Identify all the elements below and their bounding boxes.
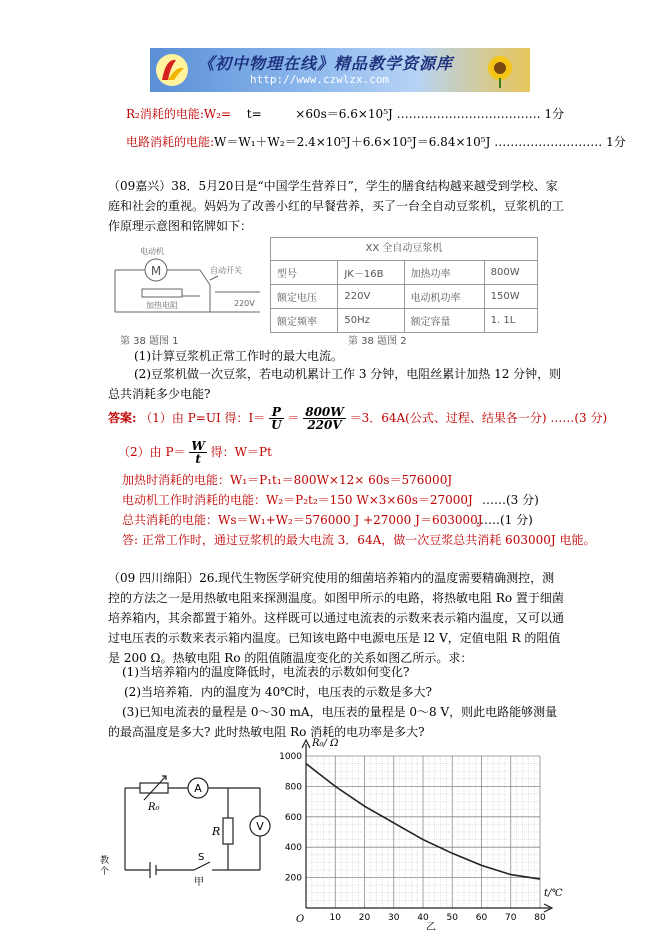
total-energy-score: 1分 — [606, 135, 626, 149]
r2-energy-mid: t= — [246, 107, 262, 121]
side-note: 教个 — [100, 856, 110, 877]
answer-total-score: ……(1 分) — [476, 513, 533, 527]
answer-heating-energy: 加热时消耗的电能：W₁＝P₁t₁＝800W×12× 60s＝576000J — [122, 473, 453, 487]
total-energy-dots: ……………………… — [494, 135, 603, 149]
site-logo-icon — [154, 52, 190, 88]
header-banner — [150, 48, 530, 92]
answer-eq: ＝ — [287, 411, 300, 425]
x-tick-label: 50 — [446, 913, 458, 923]
q26-circuit-diagram — [110, 770, 280, 890]
motor-label: 电动机 — [140, 247, 164, 256]
x-tick-label: 40 — [417, 913, 429, 923]
motor-symbol: M — [150, 264, 162, 278]
r2-energy-line — [126, 104, 564, 124]
y-tick-label: 800 — [284, 782, 302, 793]
nameplate-title: XX 全自动豆浆机 — [270, 237, 538, 260]
answer-part1-pre: （1）由 P=UI 得：I＝ — [140, 411, 266, 425]
table-cell: 150W — [484, 285, 537, 309]
y-tick-label: 400 — [284, 843, 302, 854]
y-tick-label: 200 — [284, 873, 302, 884]
q38-answer-part1 — [108, 406, 607, 438]
answer-motor-energy: 电动机工作时消耗的电能：W₂＝P₂t₂＝150 W×3×60s＝27000J — [122, 493, 473, 507]
y-tick-labels — [279, 752, 302, 884]
r2-energy-score: 1分 — [544, 107, 565, 121]
q38-fig2-caption: 第 38 题图 2 — [348, 336, 407, 347]
graph-caption: 乙 — [426, 922, 436, 930]
origin-label: O — [296, 914, 305, 925]
table-cell: 电动机功率 — [404, 285, 484, 309]
fraction-800w-over-220v: $\frac{800W}{220V}$ — [305, 405, 344, 432]
switch-s-label: S — [198, 852, 205, 863]
table-cell: 220V — [338, 285, 404, 309]
table-row — [271, 261, 538, 285]
q26-sub1: (1)当培养箱内的温度降低时，电流表的示数如何变化? — [122, 665, 410, 679]
switch-label: 自动开关 — [210, 266, 242, 275]
q38-intro: （09嘉兴）38．5月20日是“中国学生营养日”，学生的膳食结构越来越受到学校、家庭和社会的重视。妈妈为了改善小红的早餐营养，买了一台全自动豆浆机，豆浆机的工作原理示意图和铭牌如下： — [108, 179, 565, 233]
fraction-w-over-t: $\frac{W}{t}$ — [191, 439, 205, 466]
r2-energy-dots: ……………………………… — [396, 107, 541, 121]
x-tick-label: 10 — [329, 913, 341, 923]
x-tick-label: 70 — [505, 913, 517, 923]
answer-conclusion: 答: 正常工作时，通过豆浆机的最大电流 3．64A，做一次豆浆总共消耗 603000J 电能。 — [122, 533, 596, 547]
answer-part2-pre: （2）由 P＝ — [118, 445, 186, 459]
q38-nameplate — [270, 237, 538, 333]
table-cell: 1. 1L — [484, 309, 537, 333]
table-cell: 额定频率 — [271, 309, 338, 333]
banner-url[interactable]: http://www.czwlzx.com — [250, 73, 390, 86]
x-tick-label: 80 — [534, 913, 546, 923]
total-energy-formula: W＝W₁＋W₂＝2.4×10⁵J＋6.6×10⁵J＝6.84×10⁵J — [214, 135, 491, 149]
q26-intro: （09 四川绵阳）26.现代生物医学研究使用的细菌培养箱内的温度需要精确测控，测控的方法之一是用热敏电阻来探测温度。如图甲所示的电路，将热敏电阻 Ro 置于细菌培养箱内，其余都置于箱外。这样既可以通过电流表的示数来表示箱内温度，又可以通过电压表的示数来表示箱内温度。已知该电路中电源电压是 l2 V，定值电阻 R 的阻值是 200 Ω。热敏电阻 Ro 的阻值随温度变化的关系如图乙所示。求： — [108, 571, 565, 665]
x-axis-label: t/℃ — [544, 888, 563, 899]
nameplate-table — [270, 260, 538, 333]
table-row — [271, 309, 538, 333]
total-energy-lead: 电路消耗的电能: — [126, 135, 215, 149]
q26-sub3: (3)已知电流表的量程是 0～30 mA，电压表的量程是 0～8 V，则此电路能够测量的最高温度是多大? 此时热敏电阻 Ro 消耗的电功率是多大? — [108, 705, 558, 739]
table-cell: 型号 — [271, 261, 338, 285]
q38-sub1: (1)计算豆浆机正常工作时的最大电流。 — [134, 349, 343, 363]
answer-part2-post: 得：W＝Pt — [210, 445, 272, 459]
fraction-p-over-u: $\frac{P}{U}$ — [271, 405, 282, 432]
y-tick-label: 1000 — [279, 752, 302, 762]
q38-answer-part2 — [118, 440, 272, 470]
r2-energy-lead: R₂消耗的电能:W₂= — [126, 107, 232, 121]
voltmeter-label: V — [256, 820, 264, 833]
q38-circuit-diagram — [110, 240, 270, 326]
banner-title: 《初中物理在线》精品教学资源库 — [198, 54, 454, 73]
sunflower-icon — [480, 52, 520, 88]
q38-fig1-caption: 第 38 题图 1 — [120, 336, 179, 347]
table-cell: 额定电压 — [271, 285, 338, 309]
table-row — [271, 285, 538, 309]
x-tick-label: 20 — [358, 913, 371, 923]
q26-resistance-chart — [278, 736, 568, 930]
x-tick-label: 60 — [475, 913, 488, 923]
x-tick-labels — [330, 913, 546, 923]
answer-total-energy: 总共消耗的电能：Ws＝W₁+W₂＝576000 J +27000 J＝603000J — [122, 513, 483, 527]
table-cell: 额定容量 — [404, 309, 484, 333]
table-cell: 50Hz — [338, 309, 404, 333]
answer-label: 答案: — [108, 411, 137, 425]
q26-sub2: (2)当培养箱．内的温度为 40℃时，电压表的示数是多大? — [124, 685, 432, 699]
total-energy-line — [126, 132, 626, 152]
r0-label: R₀ — [148, 802, 160, 813]
circuit-caption: 甲 — [194, 877, 204, 888]
r2-energy-tail: ×60s＝6.6×10⁵J — [295, 107, 393, 121]
answer-motor-score: ……(3 分) — [482, 493, 539, 507]
ammeter-label: A — [194, 782, 202, 795]
y-tick-label: 600 — [284, 812, 302, 823]
answer-part1-post: ＝3．64A(公式、过程、结果各一分) ……(3 分) — [349, 411, 608, 425]
y-axis-label: R₀/ Ω — [312, 738, 339, 749]
x-tick-label: 30 — [388, 913, 400, 923]
table-cell: 加热功率 — [404, 261, 484, 285]
voltage-label: 220V — [234, 299, 255, 308]
table-cell: 800W — [484, 261, 537, 285]
table-cell: JK－16B — [338, 261, 404, 285]
r-label: R — [212, 825, 221, 838]
chart-grid — [306, 756, 540, 908]
heater-label: 加热电阻 — [146, 301, 178, 310]
q38-sub2: (2)豆浆机做一次豆浆，若电动机累计工作 3 分钟，电阻丝累计加热 12 分钟，则总共消耗多少电能? — [108, 367, 562, 401]
